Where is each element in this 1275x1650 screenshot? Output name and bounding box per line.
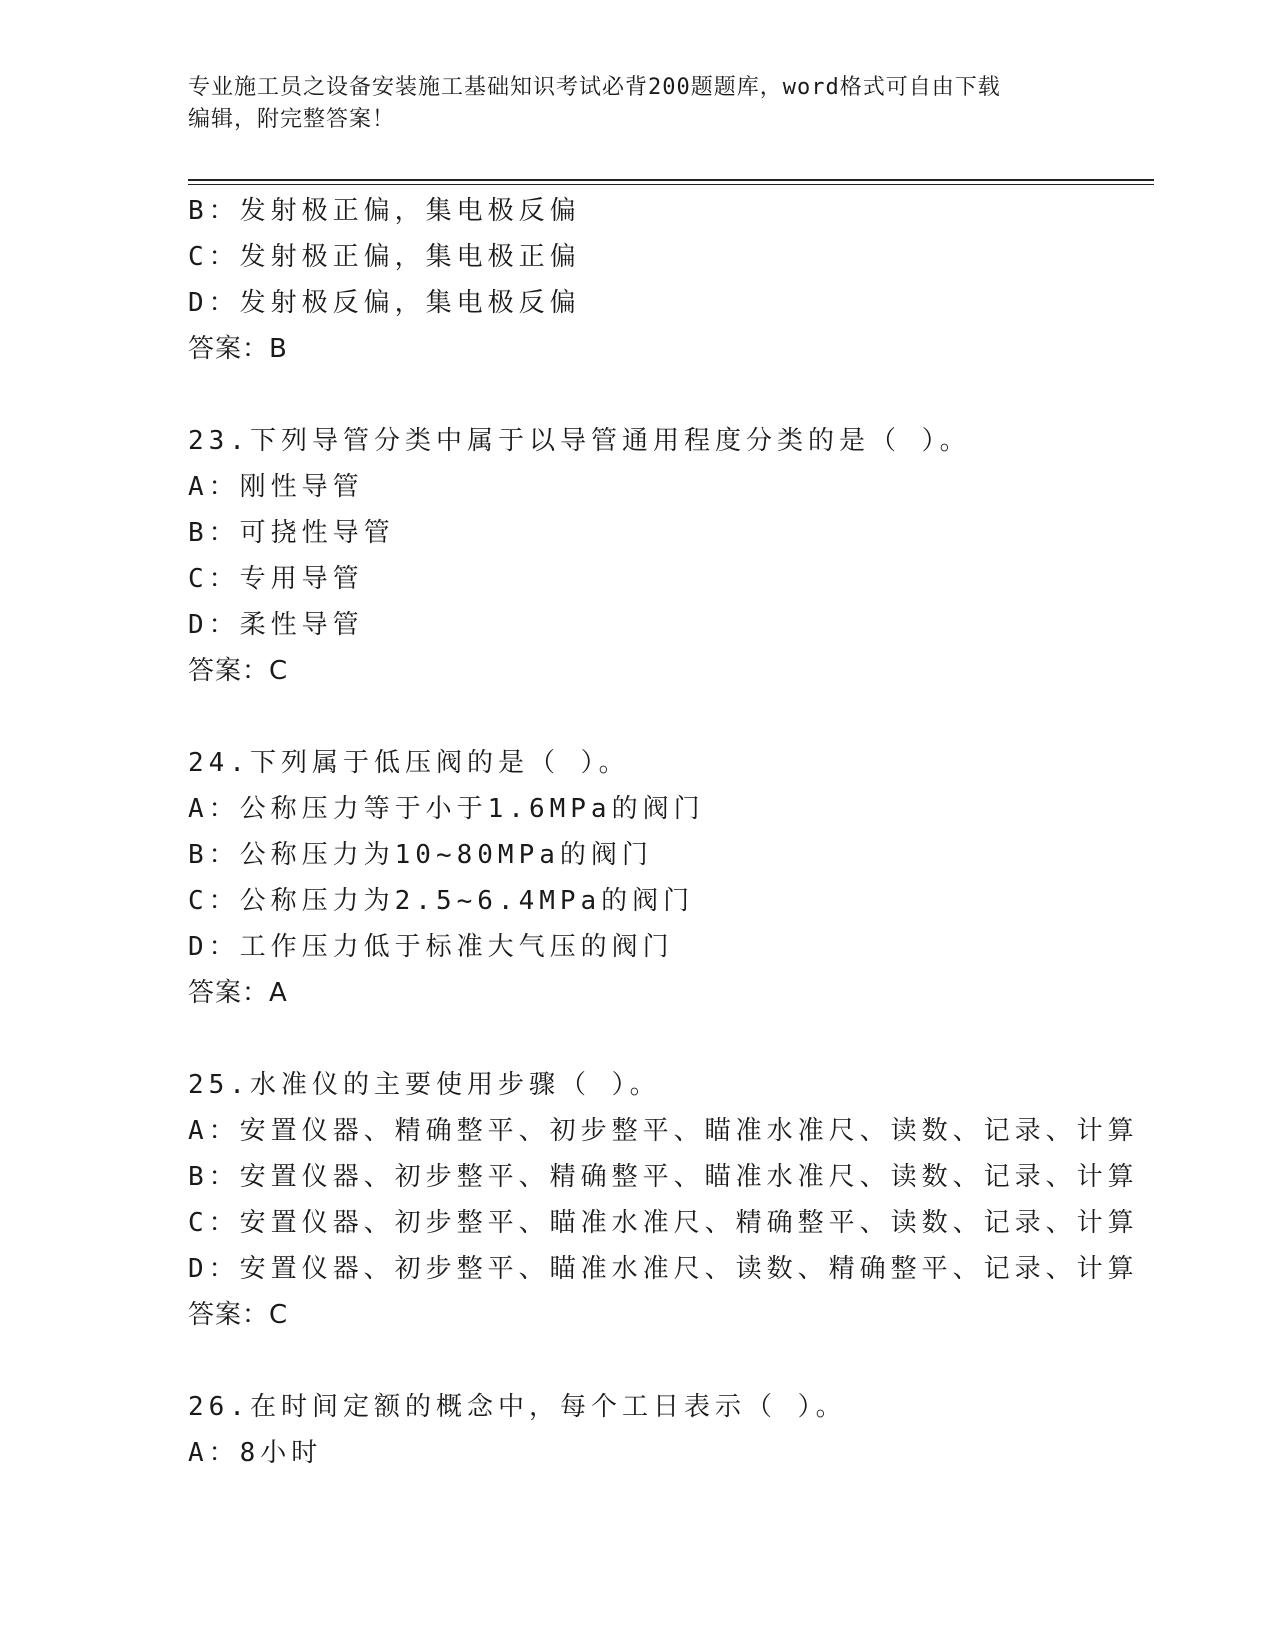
question-block-26 xyxy=(188,1384,1148,1476)
header-line-2: 编辑，附完整答案！ xyxy=(188,107,396,132)
answer-line: 答案：C xyxy=(188,1300,289,1330)
spacer xyxy=(188,372,1148,418)
header-line-1: 专业施工员之设备安装施工基础知识考试必背200题题库，word格式可自由下载 xyxy=(188,75,1001,100)
option-c: C：发射极正偏，集电极正偏 xyxy=(188,242,581,272)
option-c: C：专用导管 xyxy=(188,564,364,594)
question-list xyxy=(188,188,1148,1476)
question-block-25 xyxy=(188,1062,1148,1338)
option-b: B：可挠性导管 xyxy=(188,518,395,548)
spacer xyxy=(188,694,1148,740)
page-header xyxy=(188,72,1078,136)
option-a: A：安置仪器、精确整平、初步整平、瞄准水准尺、读数、记录、计算 xyxy=(188,1116,1139,1146)
option-d: D：发射极反偏，集电极反偏 xyxy=(188,288,581,318)
answer-line: 答案：B xyxy=(188,334,288,364)
option-b: B：公称压力为10~80MPa的阀门 xyxy=(188,840,653,870)
answer-line: 答案：C xyxy=(188,656,289,686)
option-a: A：刚性导管 xyxy=(188,472,364,502)
question-block-24 xyxy=(188,740,1148,1016)
option-c: C：公称压力为2.5~6.4MPa的阀门 xyxy=(188,886,695,916)
spacer xyxy=(188,1016,1148,1062)
header-rule-thick xyxy=(188,179,1154,181)
option-d: D：安置仪器、初步整平、瞄准水准尺、读数、精确整平、记录、计算 xyxy=(188,1254,1139,1284)
question-text: 24.下列属于低压阀的是（ ）。 xyxy=(188,748,630,778)
question-text: 25.水准仪的主要使用步骤（ ）。 xyxy=(188,1070,661,1100)
option-d: D：工作压力低于标准大气压的阀门 xyxy=(188,932,674,962)
question-block-22 xyxy=(188,188,1148,372)
spacer xyxy=(188,1338,1148,1384)
question-block-23 xyxy=(188,418,1148,694)
option-b: B：安置仪器、初步整平、精确整平、瞄准水准尺、读数、记录、计算 xyxy=(188,1162,1139,1192)
header-rule-thin xyxy=(188,184,1154,185)
option-c: C：安置仪器、初步整平、瞄准水准尺、精确整平、读数、记录、计算 xyxy=(188,1208,1139,1238)
answer-line: 答案：A xyxy=(188,978,288,1008)
option-d: D：柔性导管 xyxy=(188,610,364,640)
option-b: B：发射极正偏，集电极反偏 xyxy=(188,196,581,226)
option-a: A：公称压力等于小于1.6MPa的阀门 xyxy=(188,794,705,824)
question-text: 26.在时间定额的概念中，每个工日表示（ ）。 xyxy=(188,1392,847,1422)
question-text: 23.下列导管分类中属于以导管通用程度分类的是（ ）。 xyxy=(188,426,971,456)
option-a: A：8小时 xyxy=(188,1438,323,1468)
